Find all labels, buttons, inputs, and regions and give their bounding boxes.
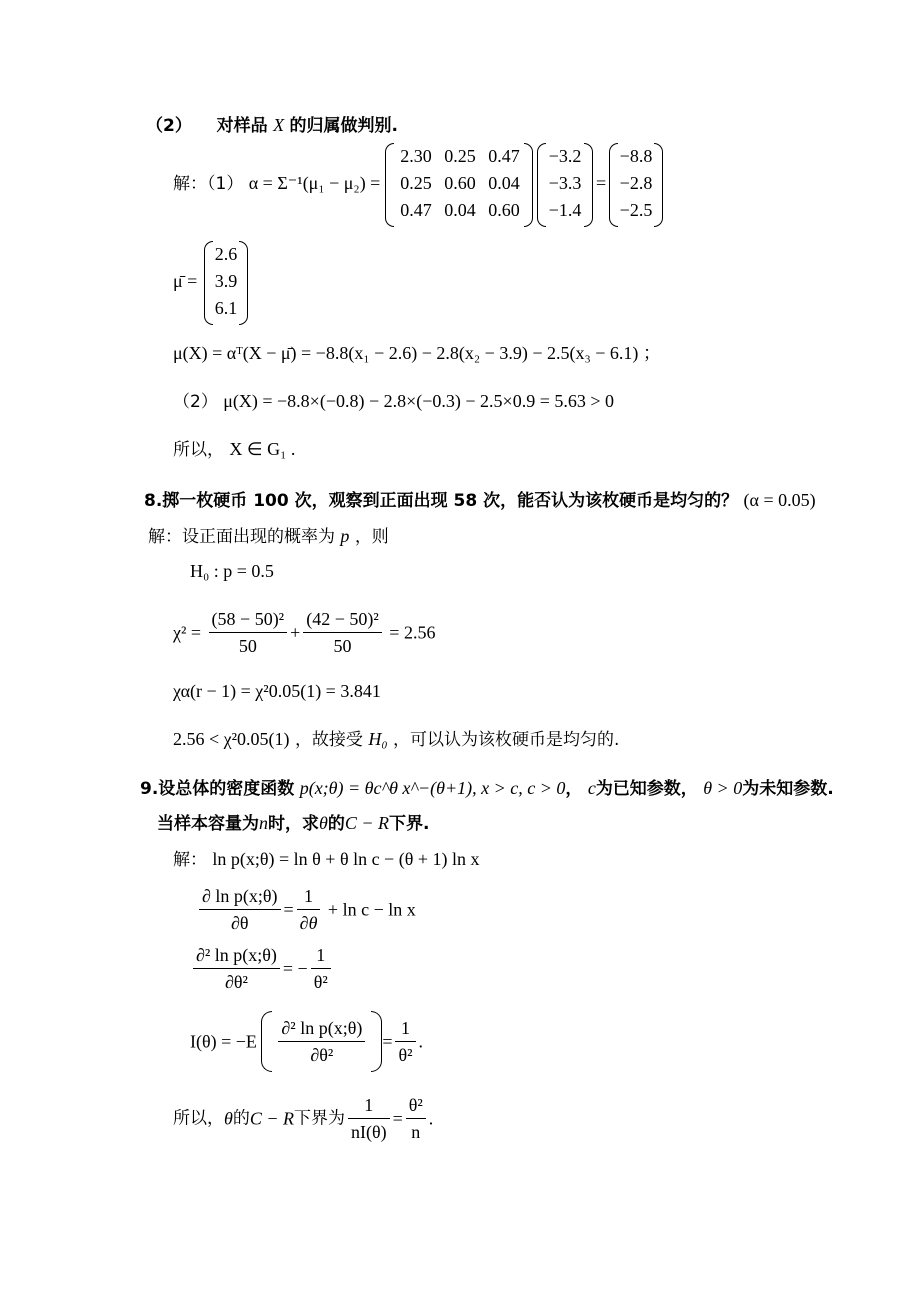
d1-rhs-den: ∂θ: [299, 913, 318, 933]
end-frac-1: [348, 1092, 390, 1145]
q9-text3: 为已知参数，: [595, 779, 698, 799]
d1-num: ∂ ln p(x;θ): [199, 883, 281, 910]
q7-part2-label: （2）: [146, 116, 192, 136]
sol7-conclusion-expr: X ∈ G₁ .: [229, 439, 296, 459]
mu-bar-label: μ̄ =: [173, 271, 198, 291]
d2-frac: [193, 942, 280, 995]
q9-theta-var: θ: [319, 813, 328, 833]
end-theta: θ: [224, 1108, 233, 1129]
q9-sol-prefix: 解：: [173, 850, 207, 870]
q9-line2-c: 的: [327, 814, 345, 834]
vector-cell: −8.8: [619, 146, 653, 166]
sol7-part2-expr: μ(X) = −8.8×(−0.8) − 2.8×(−0.3) − 2.5×0.9 = 5.63 > 0: [223, 391, 615, 411]
chi-lhs: χ² =: [173, 622, 202, 643]
sol7-alpha-line: [173, 172, 380, 195]
q8-alpha-cond: (α = 0.05): [743, 490, 816, 510]
d1-rhs: + ln c − ln x: [327, 899, 416, 920]
sol7-conclusion-prefix: 所以，: [173, 440, 224, 460]
q9-line2-a: 当样本容量为: [157, 814, 259, 834]
vector-cell: −3.2: [548, 146, 582, 166]
q9-theta-cond: θ > 0: [703, 778, 743, 798]
sol7-conclusion: [173, 438, 295, 461]
d2-den: ∂θ²: [224, 972, 248, 992]
matrix-cell: 0.04: [444, 200, 476, 220]
fisher-inner-frac: [278, 1015, 365, 1068]
sol7-part2-line: [173, 390, 614, 413]
q9-n-var: n: [259, 813, 268, 833]
sol7-alpha-expr: α = Σ⁻¹(μ₁ − μ₂) =: [248, 173, 381, 193]
vector-cell: 3.9: [214, 271, 238, 291]
q9-density: p(x;θ) = θc^θ x^−(θ+1), x > c, c > 0: [299, 778, 566, 798]
q8-compare-text1: ，故接受: [294, 730, 363, 750]
q9-line2-d: 下界.: [389, 814, 430, 834]
vector-cell: 2.6: [214, 244, 238, 264]
chi-frac-2-num: (42 − 50)²: [303, 606, 382, 633]
chi-result: = 2.56: [389, 622, 436, 643]
fisher-paren-group: [261, 1015, 382, 1068]
q8-compare-h0: H₀: [368, 729, 388, 749]
d1-rhs-num: 1: [297, 883, 321, 910]
q7-part2-heading: [146, 114, 398, 137]
d1-one-over-theta: [297, 883, 321, 936]
matrix-cell: 0.47: [400, 200, 432, 220]
end-frac-2-den: n: [411, 1122, 421, 1142]
q7-part2-text-before: 对样品: [216, 116, 268, 136]
fisher-lhs: I(θ) = −E: [190, 1031, 257, 1052]
q9-cr: C − R: [344, 813, 389, 833]
chi-critical-value: χα(r − 1) = χ²0.05(1) = 3.841: [173, 681, 381, 701]
mu-bar-vector: [204, 241, 248, 325]
q8-compare-text2: ，可以认为该枚硬币是均匀的.: [393, 730, 620, 750]
chi-frac-1: [209, 606, 288, 659]
q9-log-density: ln p(x;θ) = ln θ + θ ln c − (θ + 1) ln x: [212, 849, 480, 869]
q7-part2-text-after: 的归属做判别.: [289, 116, 398, 136]
end-de: 的: [232, 1108, 250, 1129]
end-frac-1-den: nI(θ): [351, 1122, 387, 1142]
matrix-cell: 2.30: [400, 146, 432, 166]
d2-rhs-den: θ²: [313, 972, 328, 992]
q8-heading: [144, 489, 816, 512]
q8-h0: H₀ : p = 0.5: [190, 561, 274, 581]
matrix-cell: 0.60: [444, 173, 476, 193]
fisher-rhs-den: θ²: [398, 1045, 413, 1065]
vector-cell: −1.4: [548, 200, 582, 220]
discriminant-function: μ(X) = αᵀ(X − μ̄) = −8.8(x₁ − 2.6) − 2.8(x₂ − 3.9) − 2.5(x₃ − 6.1) ；: [173, 343, 661, 363]
d2-rhs-frac: [311, 942, 331, 995]
alpha-vector: [609, 143, 663, 227]
sigma-inverse-matrix: [385, 143, 533, 227]
q9-text1: 设总体的密度函数: [158, 779, 295, 799]
d1-frac: [199, 883, 281, 936]
vector-cell: −3.3: [548, 173, 582, 193]
mean-diff-vector: [537, 143, 593, 227]
matrix-cell: 0.47: [488, 146, 520, 166]
q7-part2-var: X: [273, 115, 285, 135]
second-derivative: $\frac{\text{∂² ln p(x;θ)}}{\text{∂θ²}}$ = − $\frac{1}{\text{θ²}}$: [190, 942, 334, 995]
vector-cell: −2.5: [619, 200, 653, 220]
matrix-cell: 0.25: [400, 173, 432, 193]
d1-den: ∂θ: [230, 913, 249, 933]
q8-compare-expr: 2.56 < χ²0.05(1): [173, 729, 290, 749]
fisher-information: I(θ) = −E $\frac{\text{∂² ln p(x;θ)}}{\text{∂θ²}}$ = $\frac{1}{\text{θ²}}$ .: [190, 1015, 423, 1068]
q8-sol-var: p: [340, 526, 350, 546]
matrix-cell: 0.25: [444, 146, 476, 166]
chi-frac-1-num: (58 − 50)²: [209, 606, 288, 633]
cr-lower-bound: 所以，θ的C − R下界为 $\frac{1}{nI(\theta)}$ = $\frac{\text{θ²}}{n}$ .: [173, 1092, 433, 1145]
matrix-cell: 0.60: [488, 200, 520, 220]
end-cr: C − R: [249, 1108, 294, 1129]
q9-text4: 为未知参数.: [742, 779, 834, 799]
q9-number: 9.: [140, 779, 159, 799]
end-frac-1-num: 1: [348, 1092, 390, 1119]
d2-rhs-num: 1: [311, 942, 331, 969]
fisher-inner-num: ∂² ln p(x;θ): [278, 1015, 365, 1042]
d2-num: ∂² ln p(x;θ): [193, 942, 280, 969]
q9-c-var: c: [587, 778, 596, 798]
end-text: 下界为: [294, 1108, 345, 1129]
fisher-rhs-frac: [395, 1015, 415, 1068]
first-derivative: $\frac{\text{∂ ln p(x;θ)}}{\partial\theta}$ = $\frac{1}{\partial\theta}$ + ln c − ln x: [196, 883, 416, 936]
vector-cell: 6.1: [214, 298, 238, 318]
end-prefix: 所以，: [173, 1108, 224, 1129]
q9-log-density-line: [173, 848, 479, 871]
sol7-part2-prefix: （2）: [173, 392, 218, 412]
q8-sol-prefix: 解：设正面出现的概率为: [148, 527, 335, 547]
chi-frac-2: [303, 606, 382, 659]
q8-text: 掷一枚硬币 100 次，观察到正面出现 58 次，能否认为该枚硬币是均匀的？: [162, 491, 739, 511]
q8-conclusion: [173, 728, 619, 751]
q9-heading-line2: [157, 812, 429, 835]
fisher-rhs-num: 1: [395, 1015, 415, 1042]
chi-frac-2-den: 50: [333, 636, 352, 656]
end-frac-2-num: θ²: [406, 1092, 426, 1119]
q8-number: 8.: [144, 491, 163, 511]
q8-sol-suffix: ，则: [354, 527, 389, 547]
matrix-cell: 0.04: [488, 173, 520, 193]
q9-heading-line1: [140, 777, 834, 800]
fisher-inner-den: ∂θ²: [310, 1045, 334, 1065]
chi-frac-1-den: 50: [238, 636, 257, 656]
q8-sol-intro: [148, 525, 389, 548]
vector-cell: −2.8: [619, 173, 653, 193]
q9-text2: ，: [565, 779, 583, 799]
end-frac-2: [406, 1092, 426, 1145]
equals-sign: =: [596, 173, 607, 193]
sol7-prefix: 解：（1）: [173, 174, 244, 194]
q9-line2-b: 时，求: [268, 814, 319, 834]
chi-square-formula: χ² = $\frac{\text{(58 − 50)²}}{50}$ + $\frac{\text{(42 − 50)²}}{50}$ = 2.56: [173, 606, 435, 659]
